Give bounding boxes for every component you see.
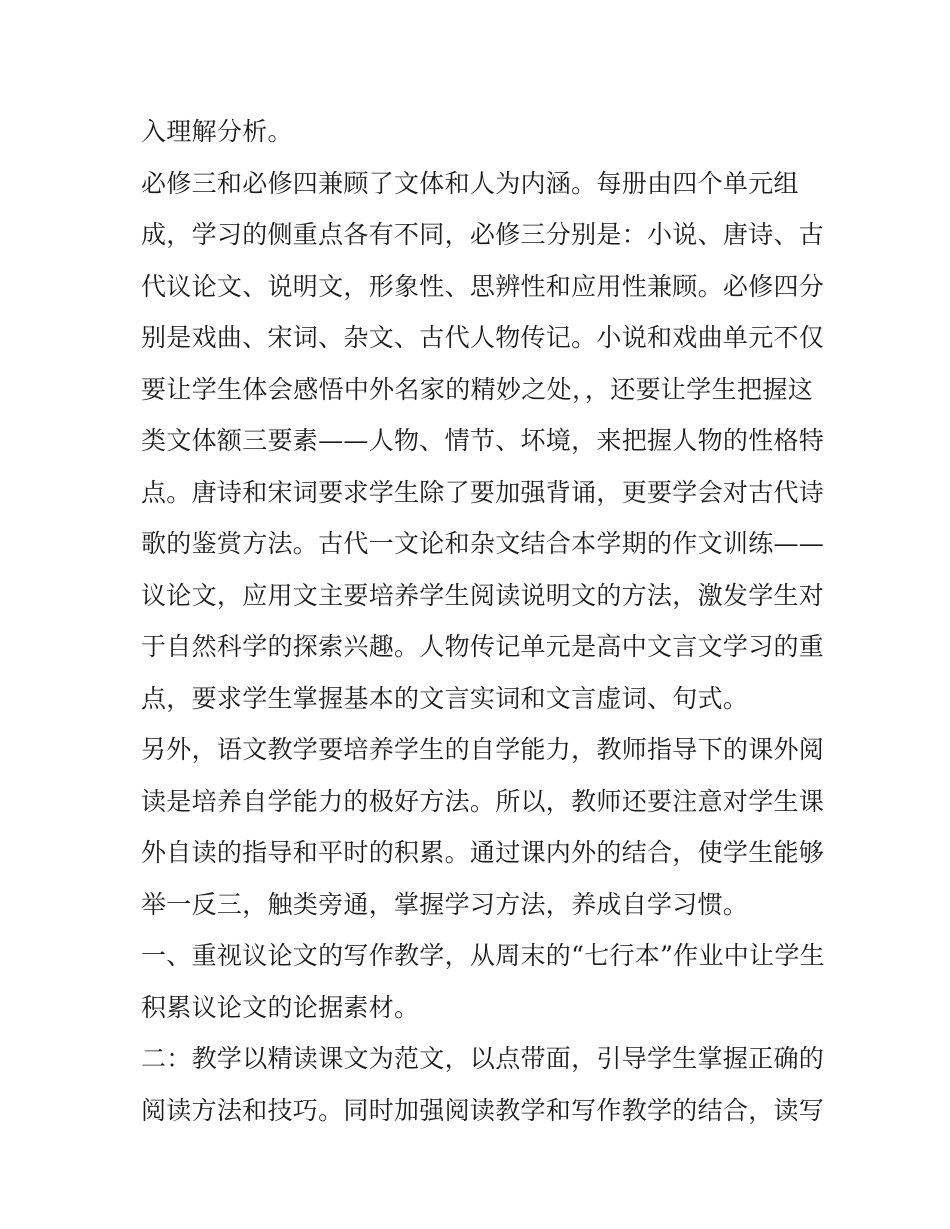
text-line: 代议论文、说明文，形象性、思辨性和应用性兼顾。必修四分 [141,271,825,301]
text-line: 读是培养自学能力的极好方法。所以，教师还要注意对学生课 [141,786,825,816]
text-line: 于自然科学的探索兴趣。人物传记单元是高中文言文学习的重 [141,632,825,661]
text-line: 二：教学以精读课文为范文，以点带面，引导学生掌握正确的 [141,1044,825,1073]
text-line: 另外，语文教学要培养学生的自学能力，教师指导下的课外阅 [141,735,825,764]
text-line: 点，要求学生掌握基本的文言实词和文言虚词、句式。 [141,683,749,713]
text-line: 别是戏曲、宋词、杂文、古代人物传记。小说和戏曲单元不仅 [141,323,825,352]
text-line: 必修三和必修四兼顾了文体和人为内涵。每册由四个单元组 [141,168,799,198]
text-line: 一、重视议论文的写作教学，从周末的“七行本”作业中让学生 [141,941,825,970]
text-line: 类文体额三要素——人物、情节、坏境，来把握人物的性格特 [141,426,825,455]
text-line: 歌的鉴赏方法。古代一文论和杂文结合本学期的作文训练—— [141,529,825,558]
text-line: 议论文，应用文主要培养学生阅读说明文的方法，激发学生对 [141,580,825,610]
text-line: 阅读方法和技巧。同时加强阅读教学和写作教学的结合，读写 [141,1095,825,1125]
text-line: 外自读的指导和平时的积累。通过课内外的结合，使学生能够 [141,838,825,867]
document-body [141,106,825,1136]
text-line: 入理解分析。 [141,117,293,146]
text-line: 积累议论文的论据素材。 [141,992,420,1022]
text-line: 点。唐诗和宋词要求学生除了要加强背诵，更要学会对古代诗 [141,477,825,507]
text-line: 要让学生体会感悟中外名家的精妙之处，，还要让学生把握这 [141,374,813,404]
text-line: 举一反三，触类旁通，掌握学习方法，养成自学习惯。 [141,889,749,919]
text-line: 成，学习的侧重点各有不同，必修三分别是：小说、唐诗、古 [141,220,825,249]
